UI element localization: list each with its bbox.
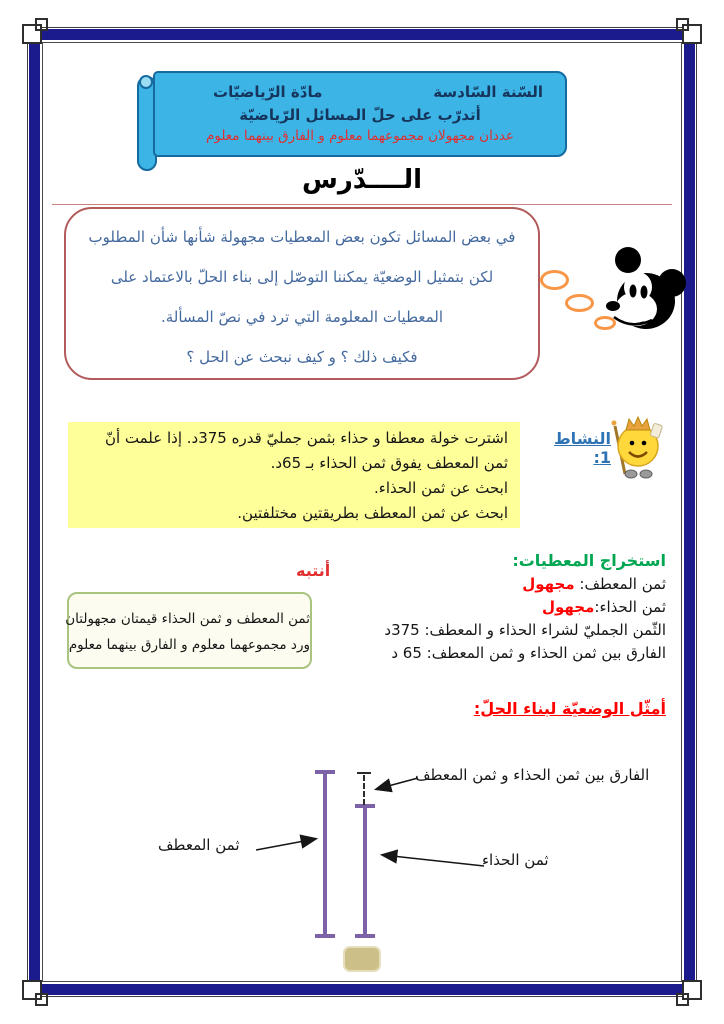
- shoes-price-label: ثمن الحذاء: [482, 851, 549, 869]
- activity-1-statement: [68, 422, 520, 528]
- extraction-label: الفارق بين ثمن الحذاء و ثمن المعطف: 65 د: [391, 644, 666, 662]
- intro-line: لكن بتمثيل الوضعيّة يمكننا التوصّل إلى بناء الحلّ بالاعتماد على: [110, 268, 494, 286]
- intro-line: المعطيات المعلومة التي ترد في نصّ المسألة.: [160, 308, 444, 326]
- frame-corner-ornament: [670, 972, 702, 1004]
- intro-line: في بعض المسائل تكون بعض المعطيات مجهولة شأنها شأن المطلوب: [88, 228, 516, 246]
- mickey-mouse-image: [598, 246, 690, 346]
- smiley-mascot-icon: [604, 410, 668, 484]
- attention-line: ثمن المعطف و ثمن الحذاء قيمتان مجهولتان: [65, 611, 310, 627]
- unknown-value: مجهول: [522, 575, 575, 593]
- extraction-label: ثمن المعطف:: [574, 575, 666, 593]
- banner-line-grade-subject: [155, 73, 565, 101]
- banner-skill-line: أتدرّب على حلّ المسائل الرّياضيّة: [239, 106, 481, 124]
- frame-corner-ornament: [22, 972, 54, 1004]
- intro-line: فكيف ذلك ؟ و كيف نبحث عن الحل ؟: [186, 348, 418, 366]
- banner-grade: السّنة السّادسة: [433, 83, 543, 101]
- scroll-curl-shape: [139, 75, 153, 89]
- intro-bubble-text: [66, 209, 538, 377]
- extraction-label: الثّمن الجمليّ لشراء الحذاء و المعطف: 375د: [384, 621, 666, 639]
- intro-speech-bubble: [64, 207, 540, 380]
- attention-heading: أنتبه: [296, 561, 331, 580]
- header-banner: [153, 71, 567, 157]
- attention-line: ورد مجموعهما معلوم و الفارق بينهما معلوم: [68, 637, 310, 653]
- thought-bubble-icon: [565, 294, 594, 312]
- unknown-value: مجهول: [541, 598, 595, 616]
- thought-bubble-icon: [540, 270, 569, 290]
- activity-line: ابحث عن ثمن المعطف بطريقتين مختلفتين.: [237, 504, 508, 522]
- difference-label: الفارق بين ثمن الحذاء و ثمن المعطف: [415, 766, 650, 784]
- activity-line: اشترت خولة معطفا و حذاء بثمن جمليّ قدره 375د. إذا علمت أنّ: [104, 429, 508, 447]
- diagram-arrows: [150, 750, 670, 980]
- model-situation-heading: أمثّل الوضعيّة لبناء الحلّ:: [473, 699, 666, 718]
- page-title: الــــدّرس: [301, 165, 423, 195]
- frame-corner-ornament: [670, 20, 702, 52]
- extraction-label: ثمن الحذاء:: [594, 598, 666, 616]
- coat-price-label: ثمن المعطف: [158, 836, 240, 854]
- attention-note-box: [67, 592, 312, 669]
- frame-corner-ornament: [22, 20, 54, 52]
- title-underline-rule: [52, 204, 672, 205]
- activity-line: ثمن المعطف يفوق ثمن الحذاء بـ 65د.: [270, 454, 508, 472]
- banner-subject: مادّة الرّياضيّات: [213, 83, 323, 101]
- banner-topic-line: عددان مجهولان مجموعهما معلوم و الفارق بينهما معلوم: [206, 128, 514, 144]
- beige-rounded-shape: [343, 946, 381, 972]
- activity-1-label: النشاط 1:: [554, 429, 611, 467]
- data-extraction-heading: استخراج المعطيات:: [512, 551, 666, 570]
- activity-line: ابحث عن ثمن الحذاء.: [374, 479, 508, 497]
